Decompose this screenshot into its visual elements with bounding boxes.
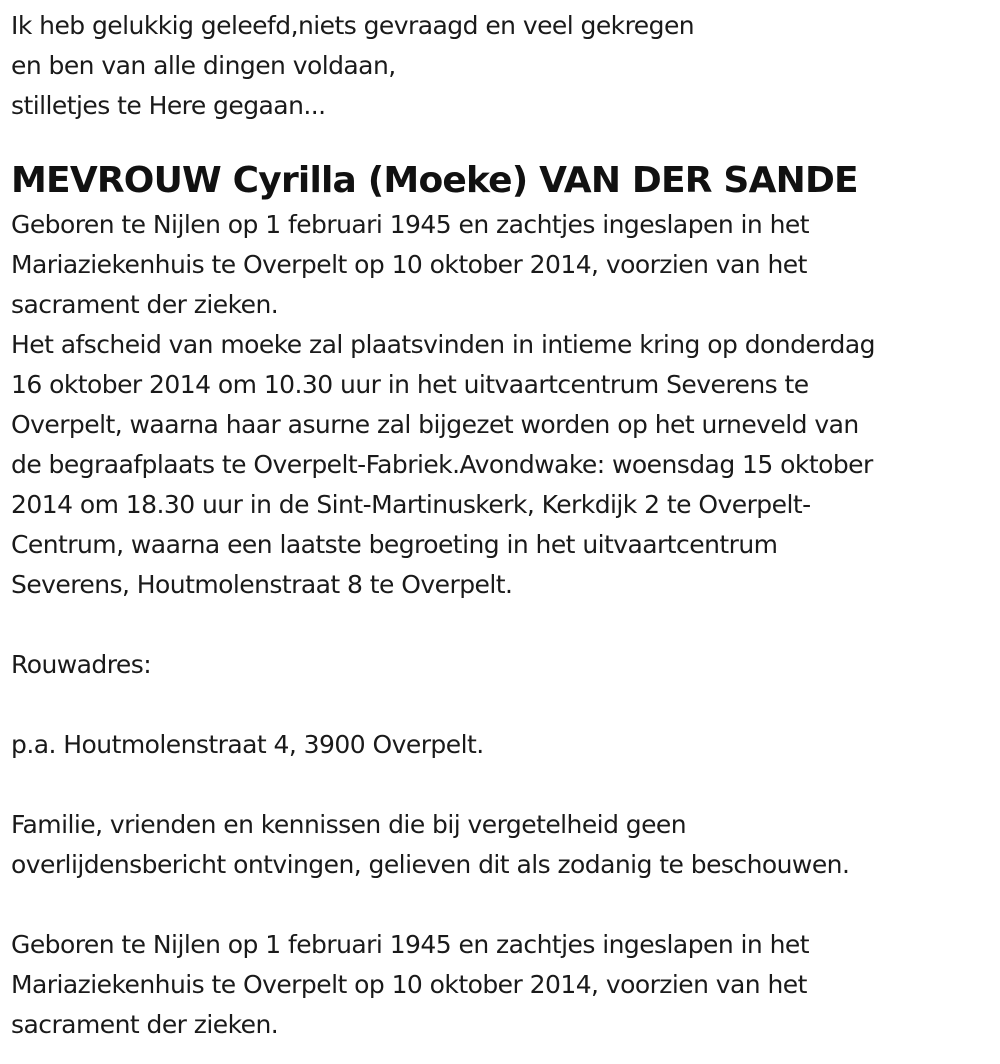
deceased-name-title: MEVROUW Cyrilla (Moeke) VAN DER SANDE: [11, 160, 858, 201]
birth-paragraph-repeat: [11, 925, 991, 1045]
poem-line: stilletjes te Here gegaan...: [11, 91, 326, 120]
text-line: 2014 om 18.30 uur in de Sint-Martinuskerk, Kerkdijk 2 te Overpelt-: [11, 490, 811, 519]
text-line: Familie, vrienden en kennissen die bij vergetelheid geen: [11, 810, 687, 839]
text-line: Overpelt, waarna haar asurne zal bijgezet worden op het urneveld van: [11, 410, 859, 439]
text-line: Geboren te Nijlen op 1 februari 1945 en zachtjes ingeslapen in het: [11, 930, 810, 959]
address-label: Rouwadres:: [11, 650, 152, 679]
text-line: 16 oktober 2014 om 10.30 uur in het uitvaartcentrum Severens te: [11, 370, 809, 399]
birth-paragraph: [11, 205, 991, 325]
spacer: [11, 605, 991, 645]
text-line: Severens, Houtmolenstraat 8 te Overpelt.: [11, 570, 513, 599]
text-line: Centrum, waarna een laatste begroeting in het uitvaartcentrum: [11, 530, 778, 559]
notice-paragraph: [11, 805, 991, 885]
text-line: de begraafplaats te Overpelt-Fabriek.Avondwake: woensdag 15 oktober: [11, 450, 873, 479]
text-line: Mariaziekenhuis te Overpelt op 10 oktober 2014, voorzien van het: [11, 970, 807, 999]
spacer: [11, 685, 991, 725]
mourning-address: p.a. Houtmolenstraat 4, 3900 Overpelt.: [11, 730, 484, 759]
text-line: sacrament der zieken.: [11, 1010, 279, 1039]
poem: [11, 6, 991, 126]
farewell-paragraph: [11, 325, 991, 605]
text-line: Het afscheid van moeke zal plaatsvinden in intieme kring op donderdag: [11, 330, 875, 359]
text-line: Geboren te Nijlen op 1 februari 1945 en zachtjes ingeslapen in het: [11, 210, 810, 239]
spacer: [11, 765, 991, 805]
text-line: Mariaziekenhuis te Overpelt op 10 oktober 2014, voorzien van het: [11, 250, 807, 279]
text-line: overlijdensbericht ontvingen, gelieven dit als zodanig te beschouwen.: [11, 850, 850, 879]
text-line: sacrament der zieken.: [11, 290, 279, 319]
poem-line: en ben van alle dingen voldaan,: [11, 51, 396, 80]
obituary-document: [11, 6, 991, 1045]
spacer: [11, 885, 991, 925]
poem-line: Ik heb gelukkig geleefd,niets gevraagd en veel gekregen: [11, 11, 695, 40]
